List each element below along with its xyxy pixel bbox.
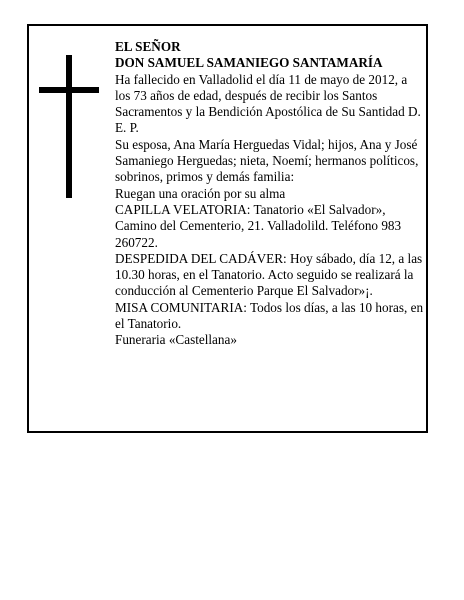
obituary-notice	[27, 24, 428, 433]
prayer-request: Ruegan una oración por su alma	[115, 185, 286, 201]
deceased-name: DON SAMUEL SAMANIEGO SANTAMARÍA	[115, 55, 383, 71]
mass-info: MISA COMUNITARIA: Todos los días, a las 10 horas, en el Tanatorio.	[115, 299, 424, 332]
cross-vertical-bar	[66, 55, 72, 198]
notice-title: EL SEÑOR	[115, 39, 181, 54]
cross-icon	[39, 55, 99, 198]
family-list: Su esposa, Ana María Herguedas Vidal; hijos, Ana y José Samaniego Herguedas; nieta, Noemí; hermanos políticos, sobrinos, primos y demás familia:	[115, 136, 419, 185]
wake-chapel-info: CAPILLA VELATORIA: Tanatorio «El Salvador», Camino del Cementerio, 21. Valladolild. Teléfono 983 260722.	[115, 201, 402, 250]
death-announcement: Ha fallecido en Valladolid el día 11 de mayo de 2012, a los 73 años de edad, después de recibir los Santos Sacramentos y la Bendición Apostólica de Su Santidad D. E. P.	[115, 71, 421, 136]
funeral-home: Funeraria «Castellana»	[115, 332, 237, 348]
notice-text	[115, 39, 425, 349]
cross-horizontal-bar	[39, 87, 99, 93]
farewell-info: DESPEDIDA DEL CADÁVER: Hoy sábado, día 12, a las 10.30 horas, en el Tanatorio. Acto seguido se realizará la conducción al Cementerio Parque El Salvador»¡.	[115, 250, 423, 299]
